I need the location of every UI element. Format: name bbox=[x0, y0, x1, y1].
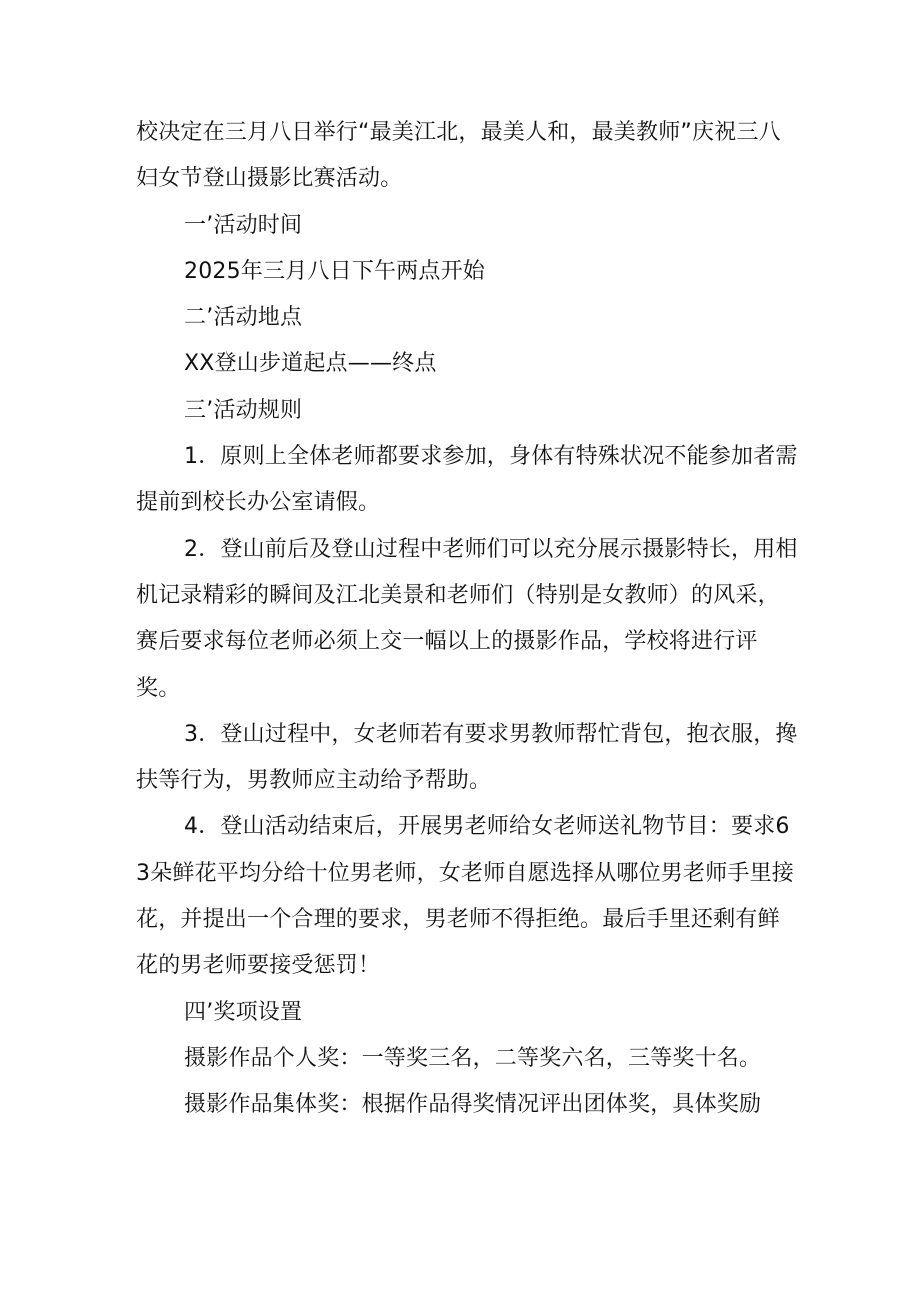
rule-item-1: 1．原则上全体老师都要求参加，身体有特殊状况不能参加者需提前到校长办公室请假。 bbox=[136, 444, 798, 516]
heading-activity-time: 一’活动时间 bbox=[184, 212, 303, 238]
heading-activity-rules: 三’活动规则 bbox=[184, 397, 303, 423]
heading-activity-location: 二’活动地点 bbox=[184, 305, 303, 331]
award-individual-text: 摄影作品个人奖：一等奖三名，二等奖六名，三等奖十名。 bbox=[184, 1045, 762, 1071]
rule-item-2: 2．登山前后及登山过程中老师们可以充分展示摄影特长，用相机记录精彩的瞬间及江北美景和老师们（特别是女教师）的风采，赛后要求每位老师必须上交一幅以上的摄影作品，学校将进行评奖。 bbox=[136, 536, 798, 701]
activity-location-text: XX登山步道起点——终点 bbox=[184, 351, 437, 377]
document-body bbox=[136, 110, 798, 1129]
paragraph-intro: 校决定在三月八日举行“最美江北，最美人和，最美教师”庆祝三八妇女节登山摄影比赛活动。 bbox=[136, 120, 781, 192]
heading-awards: 四’奖项设置 bbox=[184, 999, 303, 1025]
rule-item-3: 3．登山过程中，女老师若有要求男教师帮忙背包，抱衣服，搀扶等行为，男教师应主动给予帮助。 bbox=[136, 721, 798, 794]
award-group-text: 摄影作品集体奖：根据作品得奖情况评出团体奖，具体奖励 bbox=[184, 1092, 762, 1118]
activity-time-text: 2025年三月八日下午两点开始 bbox=[184, 258, 485, 284]
rule-item-4: 4．登山活动结束后，开展男老师给女老师送礼物节目：要求63朵鲜花平均分给十位男老师，女老师自愿选择从哪位男老师手里接花，并提出一个合理的要求，男老师不得拒绝。最后手里还剩有鲜花的男老师要接受惩罚！ bbox=[136, 814, 794, 979]
